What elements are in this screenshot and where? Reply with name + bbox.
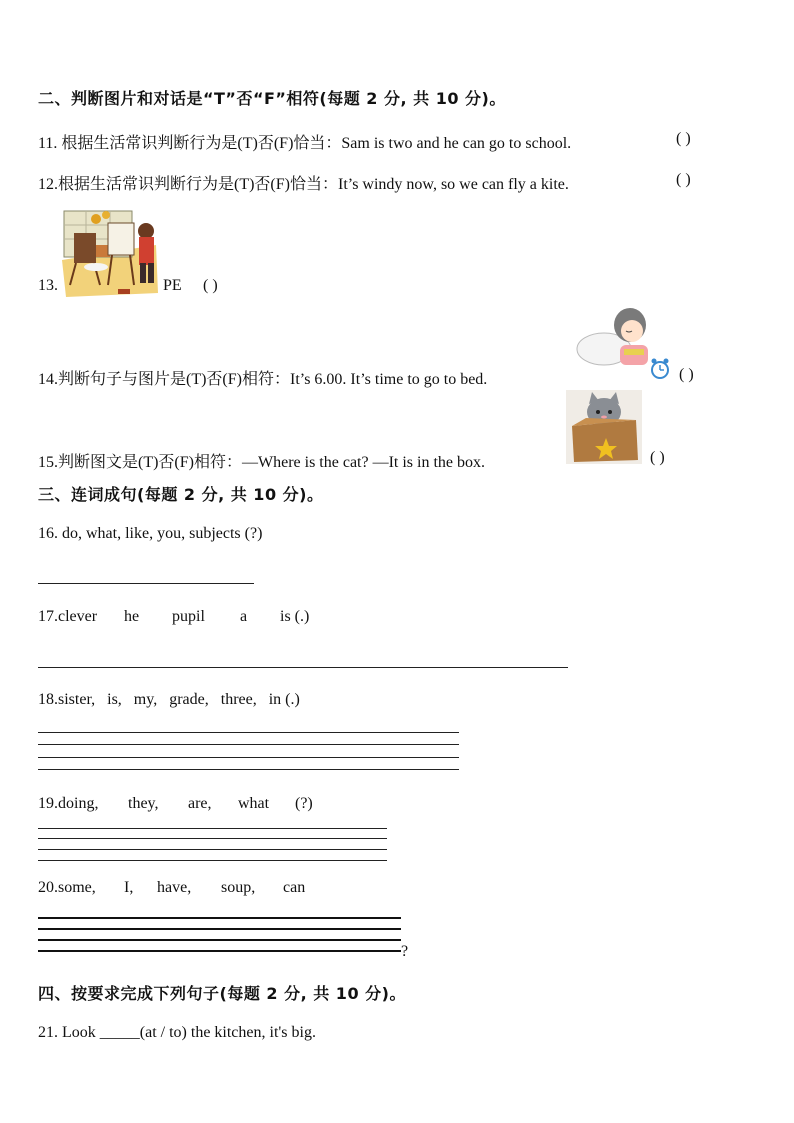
answer-paren-14[interactable]: ( ) — [679, 366, 694, 383]
question-19-number: 19. — [38, 795, 58, 812]
section-4-title: 四、按要求完成下列句子(每题 2 分, 共 10 分)。 — [38, 984, 406, 1003]
answer-line-20a[interactable] — [38, 917, 401, 919]
section-3-title: 三、连词成句(每题 2 分, 共 10 分)。 — [38, 485, 324, 504]
question-20 — [38, 879, 305, 897]
word: some, — [58, 879, 96, 896]
question-21: 21. Look _____(at / to) the kitchen, it's big. — [38, 1024, 316, 1041]
answer-line-19d[interactable] — [38, 860, 387, 861]
answer-line-17[interactable] — [38, 667, 568, 668]
word: clever — [58, 608, 98, 625]
answer-line-16[interactable] — [38, 583, 254, 584]
question-15: 15.判断图文是(T)否(F)相符：—Where is the cat? —It is in the box. — [38, 454, 486, 471]
word: he — [124, 608, 140, 625]
question-12: 12.根据生活常识判断行为是(T)否(F)恰当：It’s windy now, so we can fly a kite. — [38, 176, 569, 193]
sleeping-girl-illustration — [576, 305, 656, 375]
answer-line-18c[interactable] — [38, 757, 459, 758]
answer-line-20c[interactable] — [38, 939, 401, 941]
word: doing, — [58, 795, 99, 812]
word: is (.) — [280, 608, 310, 625]
question-11: 11. 根据生活常识判断行为是(T)否(F)恰当：Sam is two and he can go to school. — [38, 135, 572, 152]
word: they, — [128, 795, 159, 812]
word: have, — [157, 879, 192, 896]
answer-line-20d[interactable] — [38, 950, 401, 952]
answer-line-19c[interactable] — [38, 849, 387, 850]
word: soup, — [221, 879, 256, 896]
answer-line-18d[interactable] — [38, 769, 459, 770]
word: pupil — [172, 608, 205, 625]
answer-line-19b[interactable] — [38, 838, 387, 839]
question-17-number: 17. — [38, 608, 58, 625]
word: are, — [188, 795, 212, 812]
question-13-word: PE — [163, 277, 182, 294]
word: (?) — [295, 795, 313, 812]
question-14: 14.判断句子与图片是(T)否(F)相符：It’s 6.00. It’s time to go to bed. — [38, 371, 488, 388]
answer-line-19a[interactable] — [38, 828, 387, 829]
answer-paren-15[interactable]: ( ) — [650, 449, 665, 466]
question-18: 18.sister, is, my, grade, three, in (.) — [38, 691, 300, 708]
question-20-number: 20. — [38, 879, 58, 896]
question-19 — [38, 795, 313, 813]
answer-line-20b[interactable] — [38, 928, 401, 930]
answer-paren-13[interactable]: ( ) — [203, 277, 218, 294]
answer-line-18b[interactable] — [38, 744, 459, 745]
question-13-number: 13. — [38, 277, 58, 294]
question-16: 16. do, what, like, you, subjects (?) — [38, 525, 263, 542]
question-17 — [38, 608, 309, 626]
section-2-title: 二、判断图片和对话是“T”否“F”相符(每题 2 分, 共 10 分)。 — [38, 89, 506, 108]
word: what — [238, 795, 270, 812]
answer-paren-11[interactable]: ( ) — [676, 130, 691, 147]
answer-line-18a[interactable] — [38, 732, 459, 733]
question-20-end-mark: ? — [401, 943, 409, 960]
alarm-clock-icon — [650, 358, 670, 380]
cat-in-box-illustration — [566, 390, 642, 464]
word: a — [240, 608, 248, 625]
word: I, — [124, 879, 134, 896]
word: can — [283, 879, 306, 896]
answer-paren-12[interactable]: ( ) — [676, 171, 691, 188]
painting-class-illustration — [60, 205, 160, 300]
